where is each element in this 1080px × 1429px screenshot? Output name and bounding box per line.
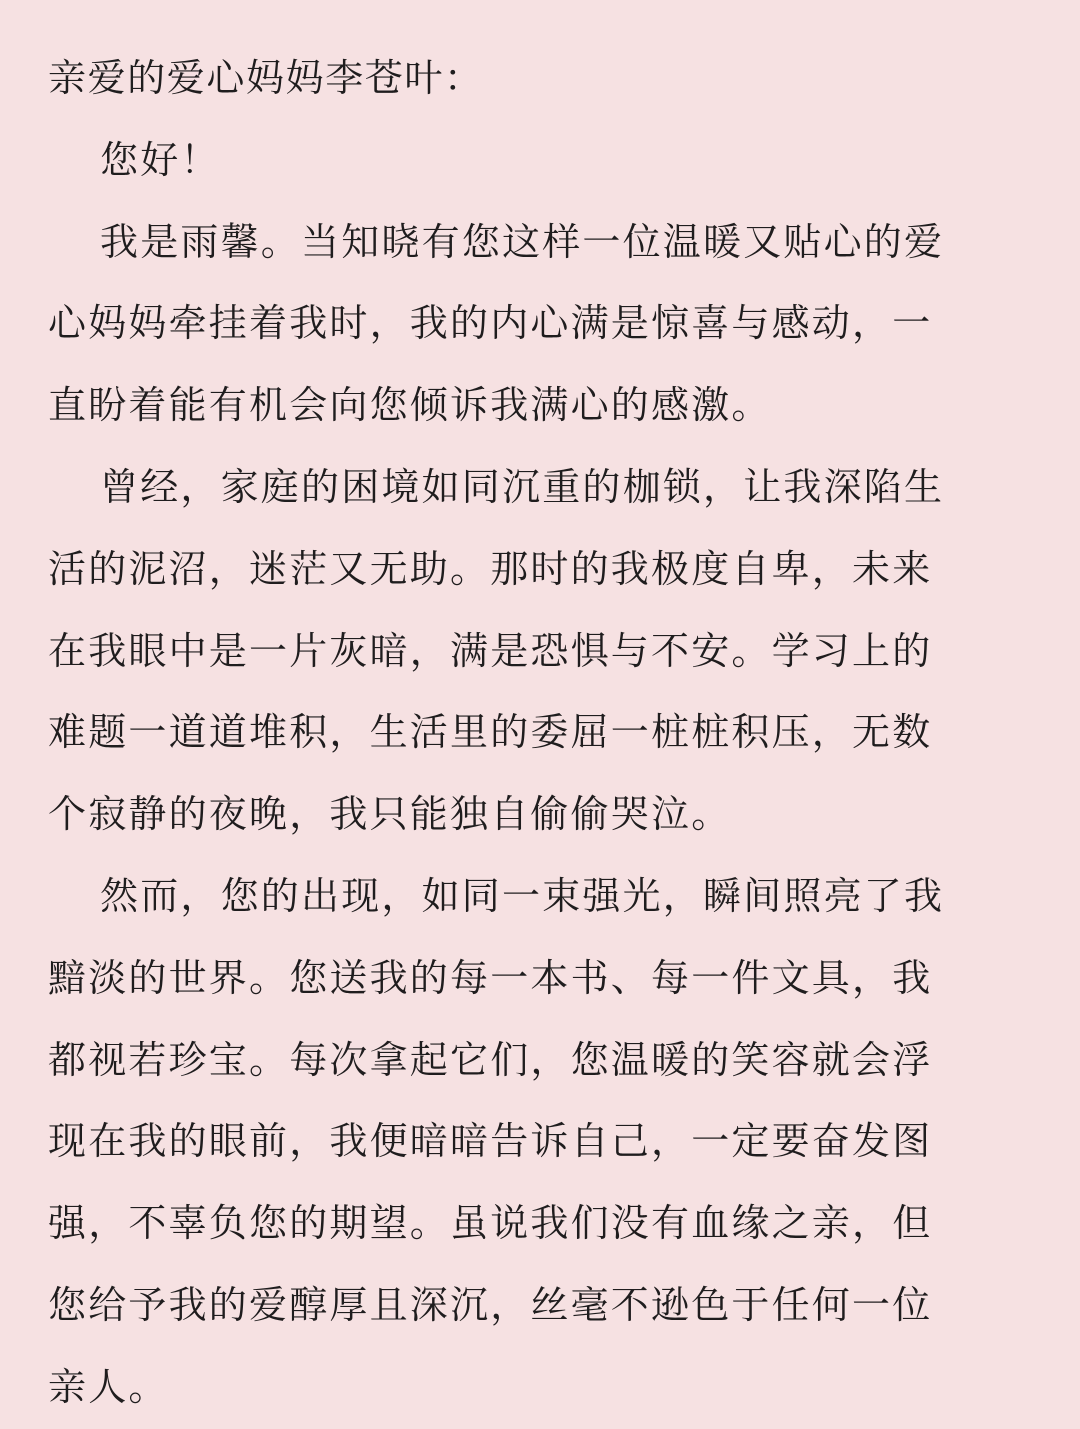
letter-line: 活的泥沼，迷茫又无助。那时的我极度自卑，未来 xyxy=(48,546,933,591)
letter-line: 亲人。 xyxy=(48,1364,169,1409)
letter-salutation: 亲爱的爱心妈妈李苍叶： xyxy=(48,56,484,100)
letter-line: 在我眼中是一片灰暗，满是恐惧与不安。学习上的 xyxy=(48,628,933,673)
letter-greeting: 您好！ xyxy=(100,137,221,182)
letter-line: 直盼着能有机会向您倾诉我满心的感激。 xyxy=(48,383,772,428)
letter-line: 黯淡的世界。您送我的每一本书、每一件文具，我 xyxy=(48,955,933,1000)
letter-line: 我是雨馨。当知晓有您这样一位温暖又贴心的爱 xyxy=(100,219,945,264)
letter-line: 您给予我的爱醇厚且深沉，丝毫不逊色于任何一位 xyxy=(48,1282,933,1327)
letter-line: 都视若珍宝。每次拿起它们，您温暖的笑容就会浮 xyxy=(48,1037,933,1082)
letter-line: 个寂静的夜晚，我只能独自偷偷哭泣。 xyxy=(48,792,732,837)
letter-line: 难题一道道堆积，生活里的委屈一桩桩积压，无数 xyxy=(48,710,933,755)
letter-line: 现在我的眼前，我便暗暗告诉自己，一定要奋发图 xyxy=(48,1119,933,1164)
letter-line: 然而，您的出现，如同一束强光，瞬间照亮了我 xyxy=(100,873,945,918)
letter-line: 强，不辜负您的期望。虽说我们没有血缘之亲，但 xyxy=(48,1201,933,1246)
letter-line: 曾经，家庭的困境如同沉重的枷锁，让我深陷生 xyxy=(100,464,945,509)
letter-line: 心妈妈牵挂着我时，我的内心满是惊喜与感动，一 xyxy=(48,301,933,346)
